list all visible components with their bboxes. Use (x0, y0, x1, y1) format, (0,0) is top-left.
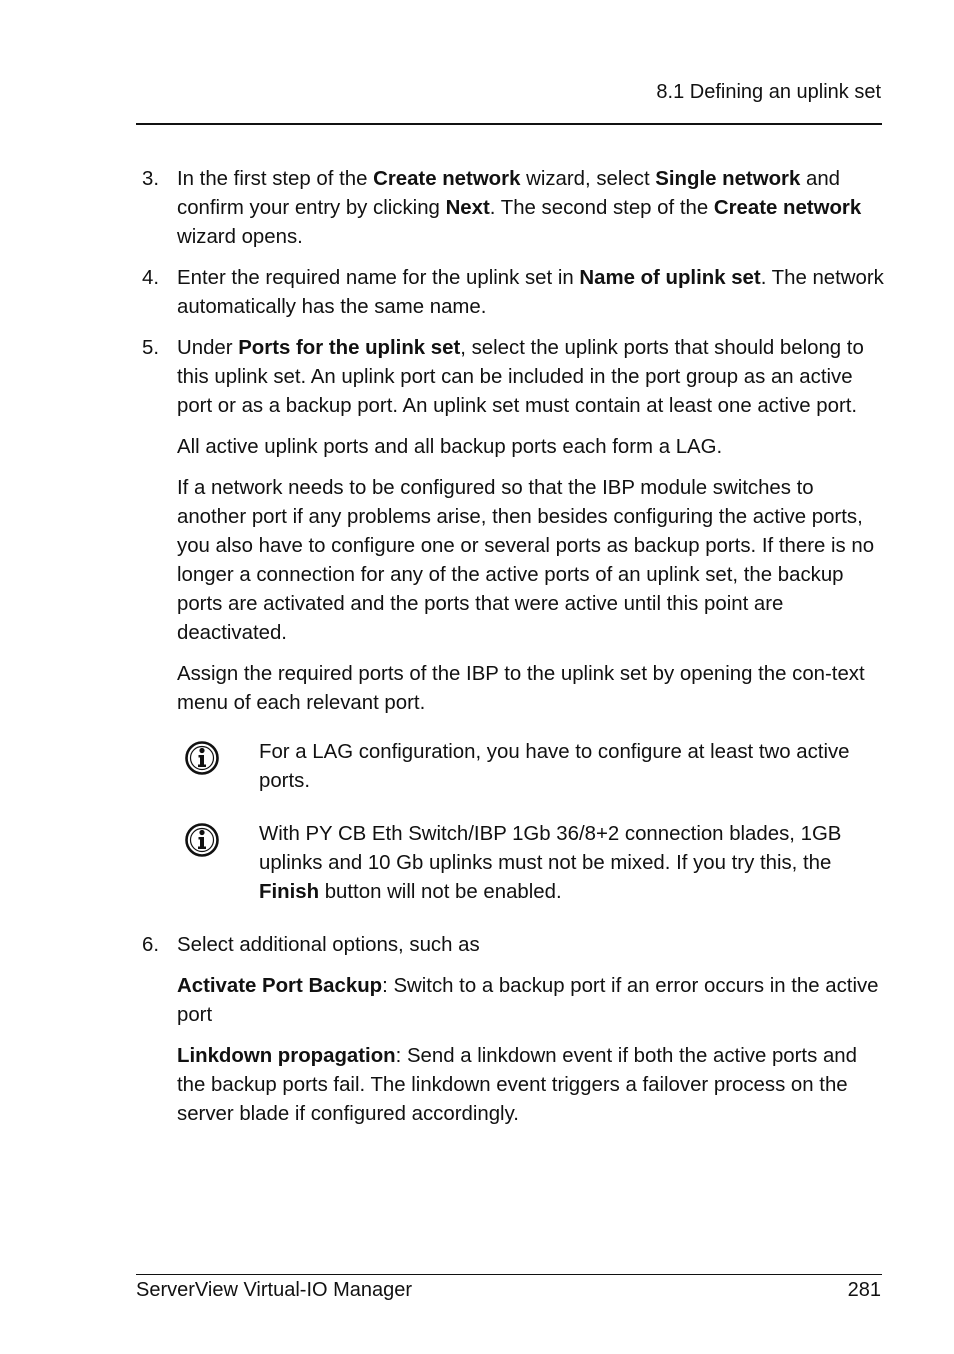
step-3 (136, 165, 884, 252)
footer-product-name: ServerView Virtual-IO Manager (136, 1279, 413, 1301)
footer-page-number: 281 (847, 1279, 881, 1301)
option-name: Activate Port Backup (177, 975, 383, 997)
ui-term: Ports for the uplink set (238, 337, 461, 359)
ui-term: Create network (713, 197, 862, 219)
option-description: : Switch to a backup port if an error occurs in the active port (177, 975, 879, 1026)
text: , select the uplink ports that should belong to this uplink set. An uplink port can be included in the port group as an active port or as a backup port. An uplink set must contain at least one active port. (177, 337, 864, 417)
header-section-title: 8.1 Defining an uplink set (656, 81, 881, 103)
paragraph-backup-ports: If a network needs to be configured so that the IBP module switches to another port if any problems arise, then besides configuring the active ports, you also have to configure one or several ports as backup ports. If there is no longer a connection for any of the active ports of an uplink set, the backup ports are activated and the ports that were active until this point are deactivated. (177, 477, 875, 644)
text: . The network automatically has the same name. (177, 267, 884, 318)
text: wizard opens. (177, 226, 303, 248)
option-description: : Send a linkdown event if both the active ports and the backup ports fail. The linkdown event triggers a failover process on the server blade if configured accordingly. (177, 1045, 857, 1125)
paragraph-assign-ports: Assign the required ports of the IBP to the uplink set by opening the con-text menu of each relevant port. (177, 663, 865, 714)
step-4 (136, 264, 884, 322)
option-name: Linkdown propagation (177, 1045, 396, 1067)
info-note-1 (136, 738, 884, 796)
info-icon (184, 822, 220, 858)
step-number: 5. (142, 337, 160, 359)
option-linkdown-propagation (136, 1042, 884, 1129)
note-text: button will not be enabled. (319, 881, 562, 903)
step-5 (136, 334, 884, 421)
text: . The second step of the (489, 197, 714, 219)
header-rule (136, 123, 882, 125)
text: Under (177, 337, 239, 359)
ui-term: Single network (655, 168, 801, 190)
step-6 (136, 931, 884, 960)
info-note-2 (136, 820, 884, 907)
text: wizard, select (520, 168, 656, 190)
text: Select additional options, such as (177, 934, 480, 956)
page-content (136, 165, 884, 1141)
footer-rule (136, 1274, 882, 1275)
option-activate-port-backup (136, 972, 884, 1030)
ui-term: Name of uplink set (579, 267, 761, 289)
info-icon (184, 740, 220, 776)
step-number: 6. (142, 934, 160, 956)
ui-term: Next (445, 197, 490, 219)
ui-term: Create network (373, 168, 521, 190)
step-number: 4. (142, 267, 160, 289)
note-text: For a LAG configuration, you have to configure at least two active ports. (259, 741, 850, 792)
text: and confirm your entry by clicking (177, 168, 840, 219)
text: In the first step of the (177, 168, 374, 190)
paragraph-lag: All active uplink ports and all backup ports each form a LAG. (177, 436, 723, 458)
step-number: 3. (142, 168, 160, 190)
ui-term: Finish (259, 881, 320, 903)
text: Enter the required name for the uplink set in (177, 267, 580, 289)
note-text: With PY CB Eth Switch/IBP 1Gb 36/8+2 connection blades, 1GB uplinks and 10 Gb uplinks must not be mixed. If you try this, the (259, 823, 842, 874)
